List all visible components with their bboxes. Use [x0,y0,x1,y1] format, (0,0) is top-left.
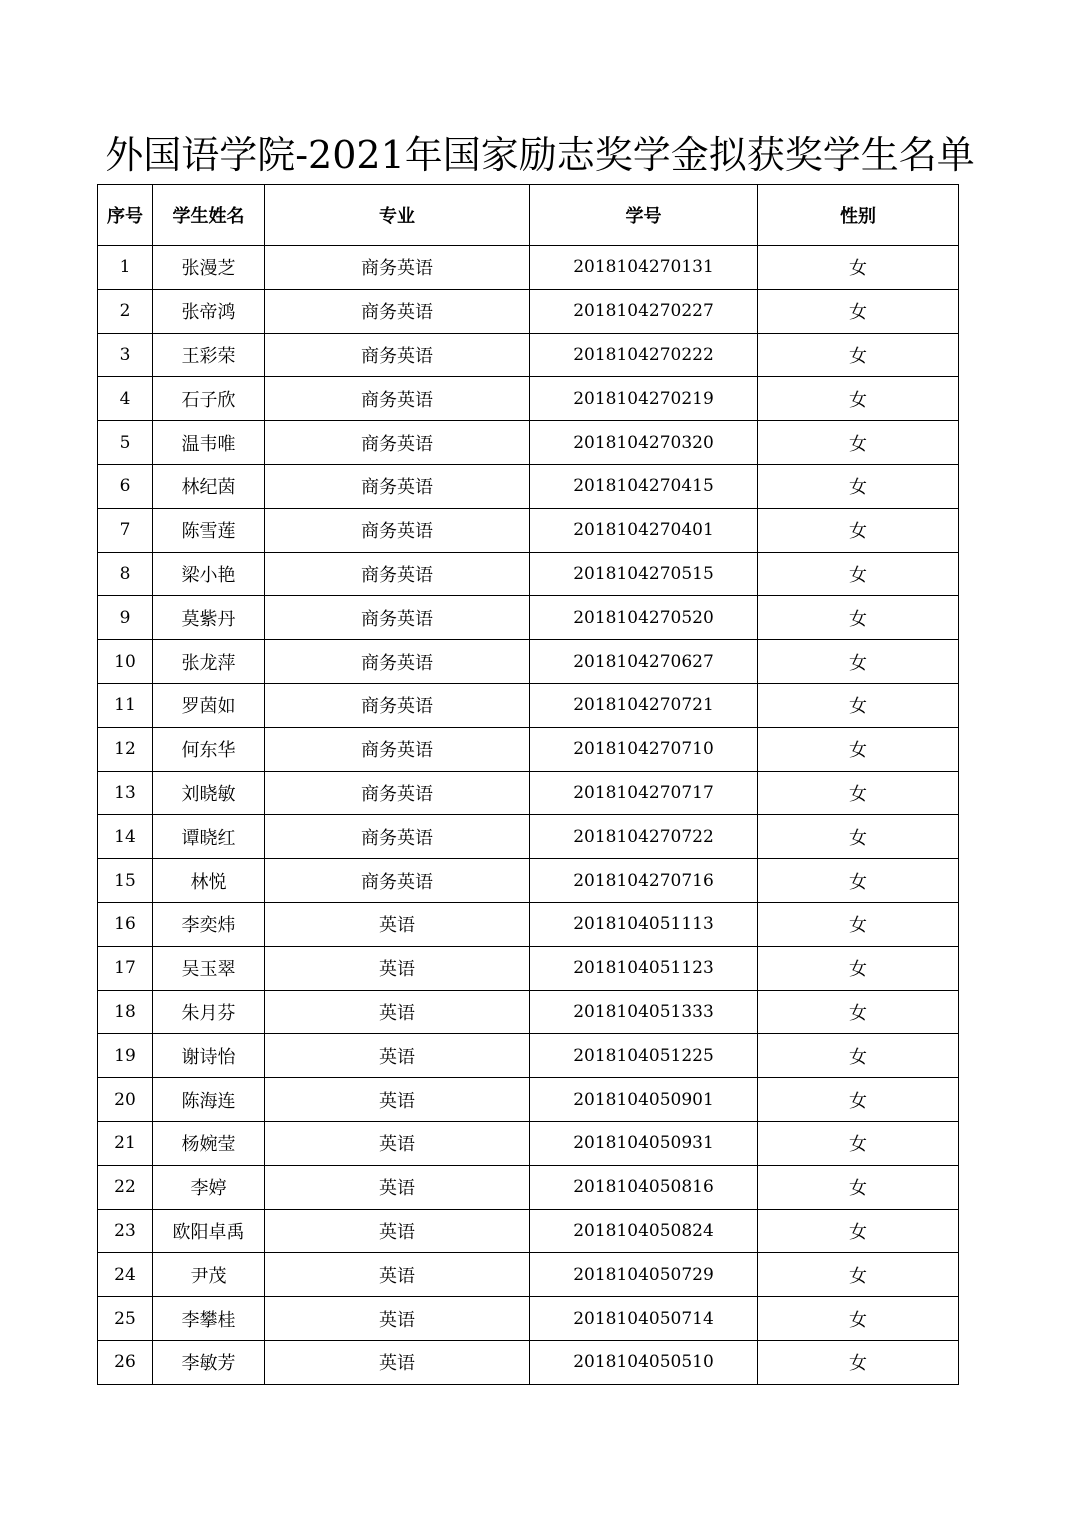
student-name-cell: 朱月芬 [153,990,265,1034]
row-index-cell: 9 [98,596,153,640]
table-header-row [98,185,959,246]
table-row [98,1078,959,1122]
student-id-cell: 2018104051123 [530,946,758,990]
table-row [98,377,959,421]
student-name-cell: 李攀桂 [153,1297,265,1341]
gender-cell: 女 [758,640,959,684]
column-header-name: 学生姓名 [153,185,265,246]
gender-cell: 女 [758,815,959,859]
student-roster-table [97,184,959,1385]
student-id-cell: 2018104270131 [530,246,758,290]
table-row [98,946,959,990]
table-row [98,902,959,946]
gender-cell: 女 [758,1121,959,1165]
gender-cell: 女 [758,1340,959,1384]
table-row [98,1340,959,1384]
row-index-cell: 16 [98,902,153,946]
gender-cell: 女 [758,771,959,815]
row-index-cell: 22 [98,1165,153,1209]
row-index-cell: 6 [98,464,153,508]
gender-cell: 女 [758,946,959,990]
gender-cell: 女 [758,246,959,290]
gender-cell: 女 [758,683,959,727]
major-cell: 商务英语 [265,246,530,290]
student-name-cell: 李婷 [153,1165,265,1209]
gender-cell: 女 [758,1078,959,1122]
student-name-cell: 张龙萍 [153,640,265,684]
student-id-cell: 2018104270219 [530,377,758,421]
row-index-cell: 15 [98,859,153,903]
table-row [98,596,959,640]
table-row [98,859,959,903]
major-cell: 英语 [265,946,530,990]
major-cell: 商务英语 [265,815,530,859]
page-title: 外国语学院-2021年国家励志奖学金拟获奖学生名单 [105,133,975,177]
row-index-cell: 20 [98,1078,153,1122]
student-id-cell: 2018104270415 [530,464,758,508]
major-cell: 商务英语 [265,640,530,684]
row-index-cell: 11 [98,683,153,727]
major-cell: 英语 [265,1165,530,1209]
major-cell: 英语 [265,1209,530,1253]
row-index-cell: 10 [98,640,153,684]
major-cell: 商务英语 [265,289,530,333]
table-row [98,464,959,508]
gender-cell: 女 [758,464,959,508]
major-cell: 英语 [265,1078,530,1122]
student-name-cell: 张帝鸿 [153,289,265,333]
major-cell: 英语 [265,902,530,946]
major-cell: 英语 [265,1253,530,1297]
table-row [98,333,959,377]
student-id-cell: 2018104050714 [530,1297,758,1341]
student-id-cell: 2018104051225 [530,1034,758,1078]
gender-cell: 女 [758,1253,959,1297]
student-name-cell: 刘晓敏 [153,771,265,815]
major-cell: 商务英语 [265,771,530,815]
gender-cell: 女 [758,552,959,596]
student-name-cell: 谭晓红 [153,815,265,859]
student-id-cell: 2018104270401 [530,508,758,552]
row-index-cell: 19 [98,1034,153,1078]
row-index-cell: 13 [98,771,153,815]
student-id-cell: 2018104050729 [530,1253,758,1297]
table-row [98,508,959,552]
row-index-cell: 18 [98,990,153,1034]
table-row [98,990,959,1034]
student-name-cell: 陈海连 [153,1078,265,1122]
student-name-cell: 陈雪莲 [153,508,265,552]
table-row [98,771,959,815]
major-cell: 商务英语 [265,859,530,903]
column-header-student-id: 学号 [530,185,758,246]
student-id-cell: 2018104270722 [530,815,758,859]
gender-cell: 女 [758,1297,959,1341]
gender-cell: 女 [758,990,959,1034]
major-cell: 英语 [265,1297,530,1341]
table-row [98,1034,959,1078]
row-index-cell: 25 [98,1297,153,1341]
row-index-cell: 1 [98,246,153,290]
table-row [98,246,959,290]
table-row [98,421,959,465]
student-id-cell: 2018104050816 [530,1165,758,1209]
student-name-cell: 罗茵如 [153,683,265,727]
gender-cell: 女 [758,377,959,421]
student-id-cell: 2018104270721 [530,683,758,727]
row-index-cell: 26 [98,1340,153,1384]
table-row [98,815,959,859]
row-index-cell: 3 [98,333,153,377]
major-cell: 英语 [265,1340,530,1384]
table-row [98,1253,959,1297]
row-index-cell: 23 [98,1209,153,1253]
student-id-cell: 2018104270717 [530,771,758,815]
student-id-cell: 2018104050931 [530,1121,758,1165]
table-row [98,1165,959,1209]
student-name-cell: 林悦 [153,859,265,903]
student-id-cell: 2018104270222 [530,333,758,377]
student-name-cell: 林纪茵 [153,464,265,508]
gender-cell: 女 [758,333,959,377]
student-id-cell: 2018104270515 [530,552,758,596]
table-row [98,727,959,771]
student-id-cell: 2018104270710 [530,727,758,771]
student-name-cell: 吴玉翠 [153,946,265,990]
student-name-cell: 李敏芳 [153,1340,265,1384]
row-index-cell: 17 [98,946,153,990]
row-index-cell: 4 [98,377,153,421]
gender-cell: 女 [758,289,959,333]
student-name-cell: 何东华 [153,727,265,771]
table-body [98,246,959,1385]
gender-cell: 女 [758,1034,959,1078]
student-name-cell: 李奕炜 [153,902,265,946]
student-name-cell: 石子欣 [153,377,265,421]
row-index-cell: 7 [98,508,153,552]
major-cell: 商务英语 [265,727,530,771]
student-id-cell: 2018104050510 [530,1340,758,1384]
major-cell: 英语 [265,990,530,1034]
student-id-cell: 2018104050824 [530,1209,758,1253]
student-id-cell: 2018104270320 [530,421,758,465]
major-cell: 商务英语 [265,464,530,508]
student-name-cell: 莫紫丹 [153,596,265,640]
major-cell: 商务英语 [265,596,530,640]
major-cell: 英语 [265,1121,530,1165]
column-header-major: 专业 [265,185,530,246]
gender-cell: 女 [758,508,959,552]
student-id-cell: 2018104270520 [530,596,758,640]
student-name-cell: 欧阳卓禹 [153,1209,265,1253]
table-row [98,1209,959,1253]
row-index-cell: 12 [98,727,153,771]
table-row [98,289,959,333]
major-cell: 英语 [265,1034,530,1078]
student-name-cell: 张漫芝 [153,246,265,290]
student-id-cell: 2018104051113 [530,902,758,946]
table-row [98,1121,959,1165]
major-cell: 商务英语 [265,508,530,552]
row-index-cell: 21 [98,1121,153,1165]
gender-cell: 女 [758,1165,959,1209]
student-name-cell: 梁小艳 [153,552,265,596]
student-name-cell: 尹茂 [153,1253,265,1297]
major-cell: 商务英语 [265,333,530,377]
table-row [98,1297,959,1341]
major-cell: 商务英语 [265,552,530,596]
row-index-cell: 14 [98,815,153,859]
table-row [98,683,959,727]
table-row [98,640,959,684]
column-header-gender: 性别 [758,185,959,246]
table-row [98,552,959,596]
gender-cell: 女 [758,727,959,771]
student-id-cell: 2018104270627 [530,640,758,684]
column-header-index: 序号 [98,185,153,246]
student-id-cell: 2018104270227 [530,289,758,333]
student-name-cell: 谢诗怡 [153,1034,265,1078]
gender-cell: 女 [758,596,959,640]
student-name-cell: 温韦唯 [153,421,265,465]
gender-cell: 女 [758,859,959,903]
student-id-cell: 2018104050901 [530,1078,758,1122]
major-cell: 商务英语 [265,377,530,421]
student-id-cell: 2018104051333 [530,990,758,1034]
gender-cell: 女 [758,421,959,465]
row-index-cell: 8 [98,552,153,596]
student-name-cell: 王彩荣 [153,333,265,377]
row-index-cell: 24 [98,1253,153,1297]
major-cell: 商务英语 [265,683,530,727]
major-cell: 商务英语 [265,421,530,465]
row-index-cell: 5 [98,421,153,465]
gender-cell: 女 [758,902,959,946]
student-name-cell: 杨婉莹 [153,1121,265,1165]
row-index-cell: 2 [98,289,153,333]
gender-cell: 女 [758,1209,959,1253]
student-id-cell: 2018104270716 [530,859,758,903]
